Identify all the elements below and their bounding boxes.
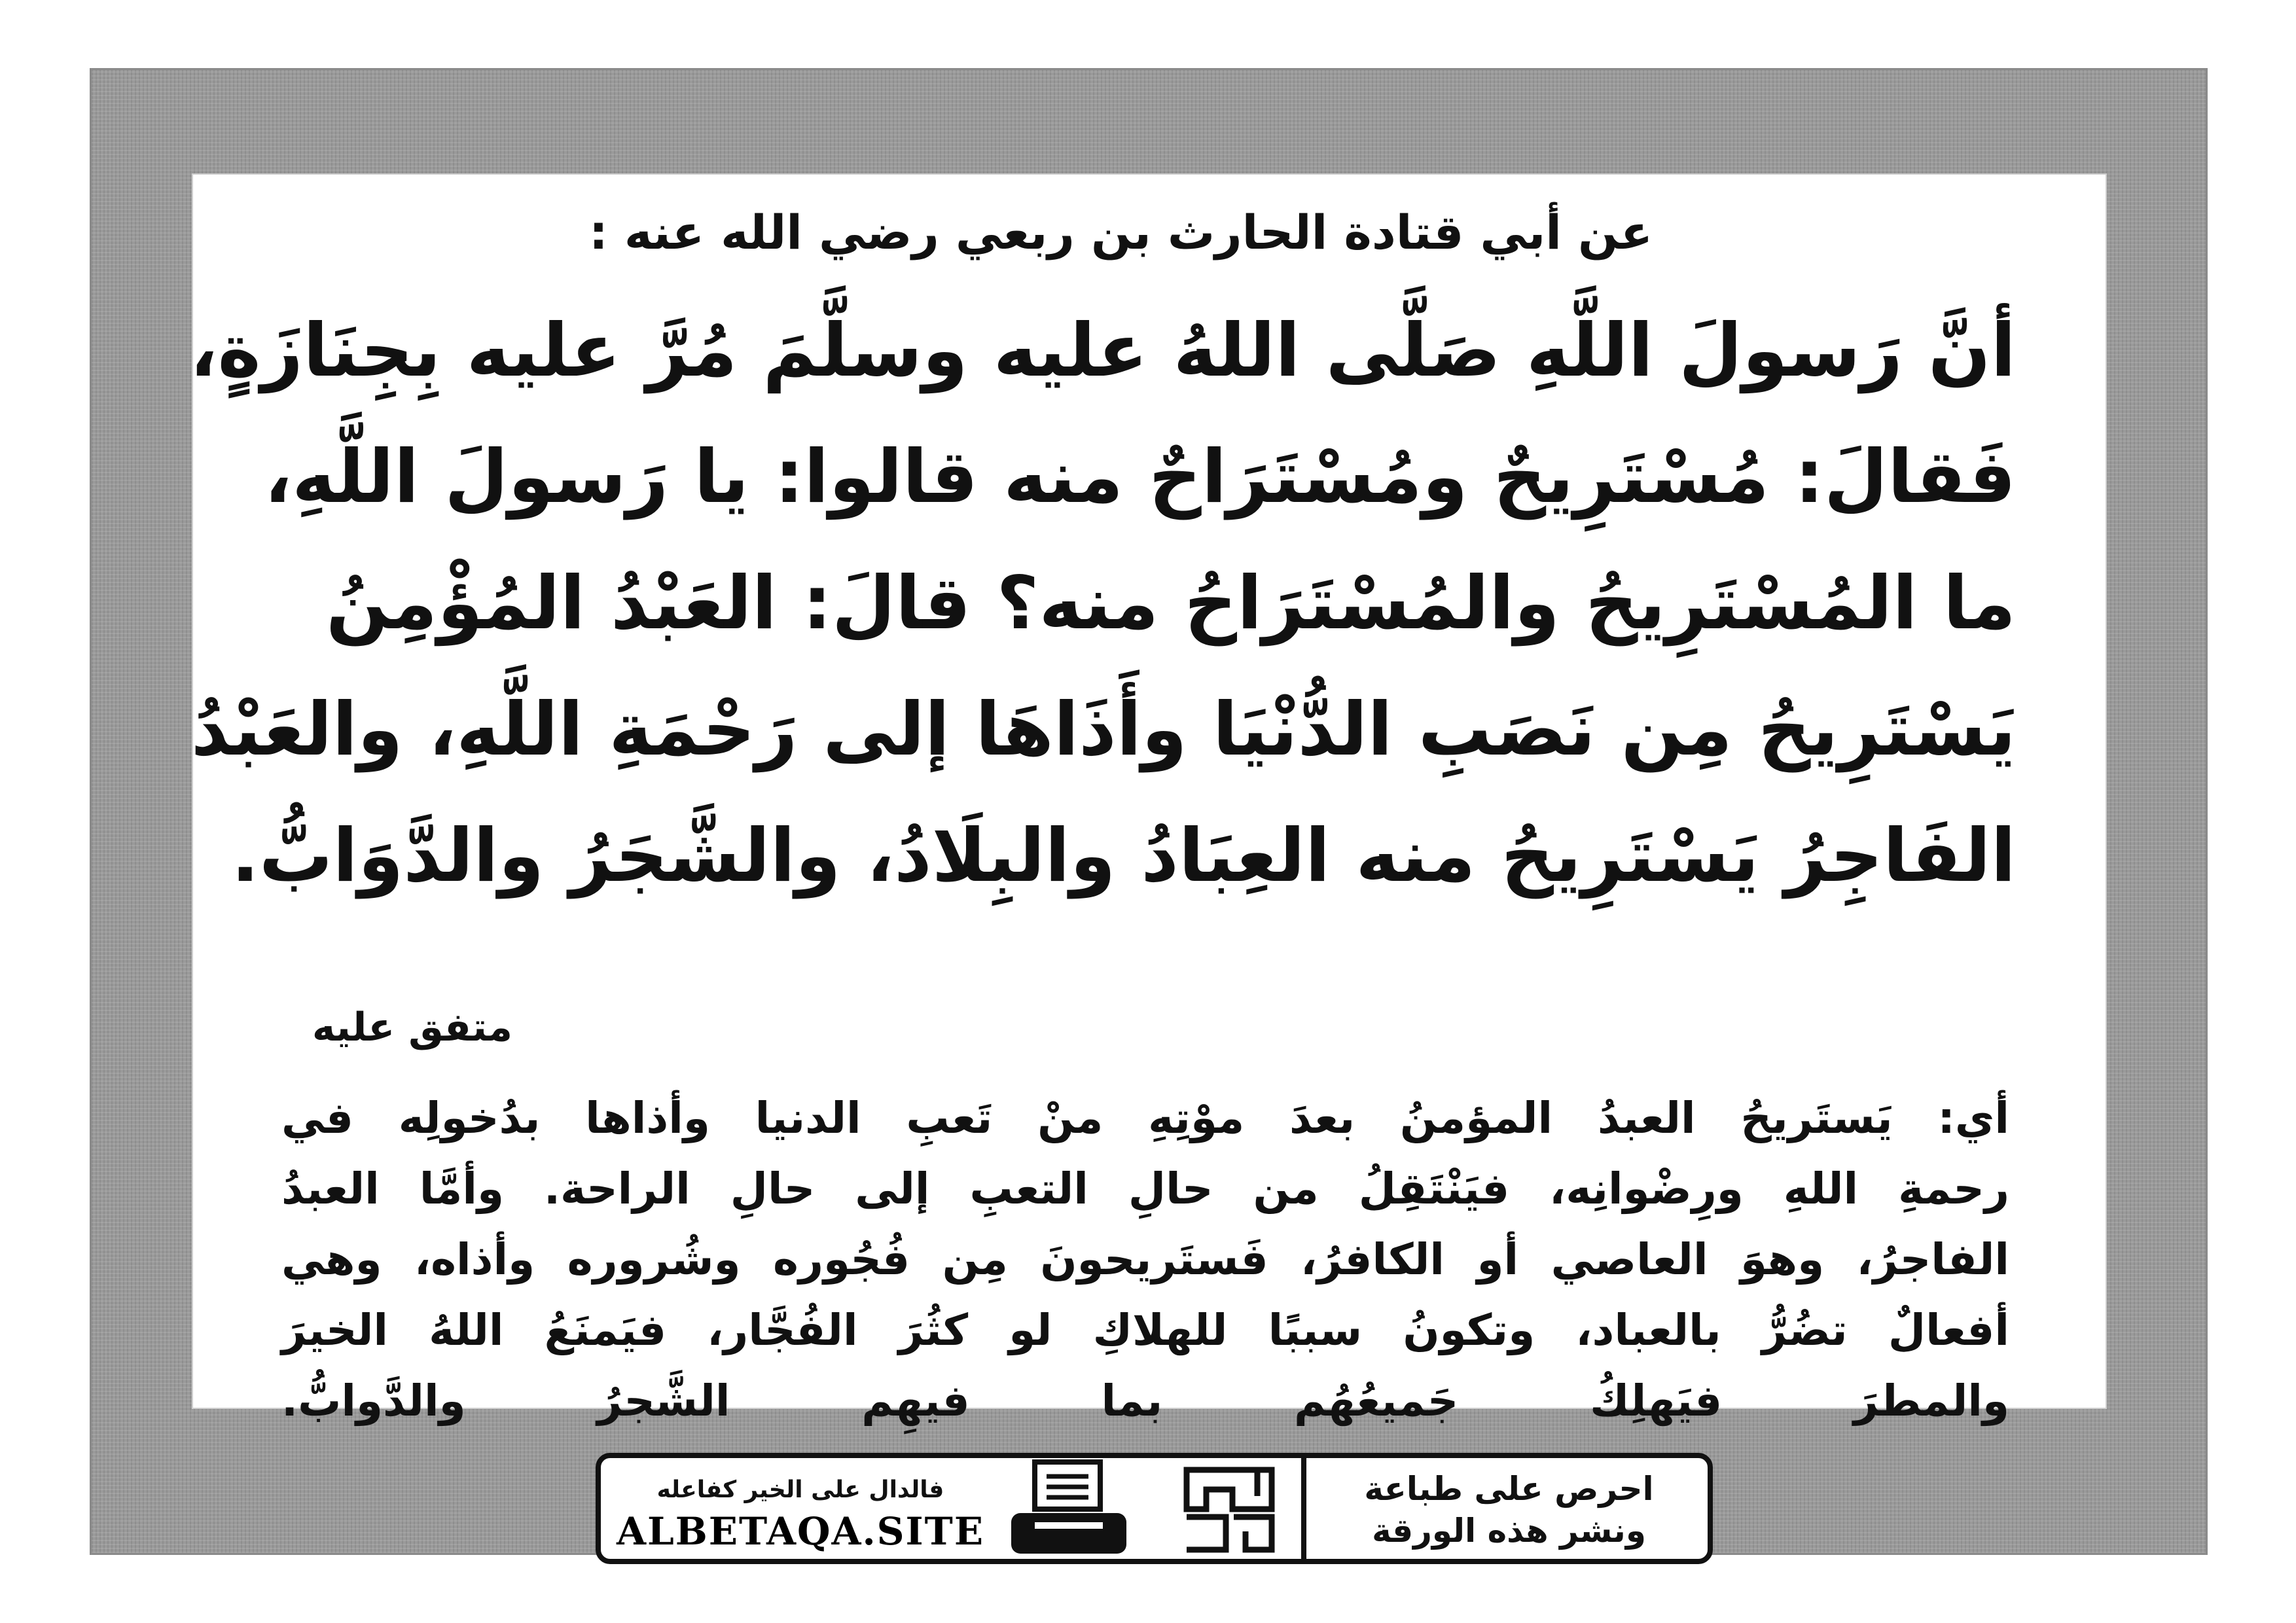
site-link[interactable]: ALBETAQA.SITE (616, 1509, 985, 1554)
hadith-line: يَسْتَرِيحُ مِن نَصَبِ الدُّنْيَا وأَذَاهَا إلى رَحْمَةِ اللَّهِ، والعَبْدُ (190, 687, 2016, 772)
footer-divider (1301, 1458, 1306, 1559)
printer-icon (1003, 1458, 1134, 1563)
hadith-line: الفَاجِرُ يَسْتَرِيحُ منه العِبَادُ والبِلَادُ، والشَّجَرُ والدَّوَابُّ. (231, 813, 2016, 899)
explanation-line: رحمةِ اللهِ ورِضْوانِه، فيَنْتَقِلُ من حالِ التعبِ إلى حالِ الراحة. وأمَّا العبدُ (281, 1164, 2009, 1214)
explanation-line: أفعالٌ تضُرُّ بالعباد، وتكونُ سببًا للهلاكِ لو كثُرَ الفُجَّار، فيَمنَعُ اللهُ الخيرَ (281, 1305, 2009, 1355)
footer-cta-line1: احرص على طباعة (1364, 1470, 1654, 1508)
footer-cta-block (1308, 1458, 1710, 1559)
explanation-line: أي: يَستَريحُ العبدُ المؤمنُ بعدَ موْتِهِ منْ تَعبِ الدنيا وأذاها بدُخولِه في (281, 1093, 2009, 1143)
explanation-line: الفاجرُ، وهوَ العاصي أو الكافرُ، فَستَريحونَ مِن فُجُوره وشُروره وأذاه، وهي (281, 1234, 2009, 1285)
hadith-attribution: متفق عليه (312, 1005, 513, 1050)
hadith-text (189, 288, 2016, 919)
dawat-alwaraqa-logo (1180, 1463, 1278, 1556)
hadith-line: أنَّ رَسولَ اللَّهِ صَلَّى اللهُ عليه وسلَّمَ مُرَّ عليه بِجِنَازَةٍ، (189, 308, 2016, 393)
logo-mark (1180, 1463, 1278, 1556)
narrator-heading: عن أبي قتادة الحارث بن ربعي رضي الله عنه : (588, 205, 1653, 260)
hadith-line: فَقالَ: مُسْتَرِيحٌ ومُسْتَرَاحٌ منه قالوا: يا رَسولَ اللَّهِ، (264, 435, 2016, 520)
footer-site-block (601, 1458, 1000, 1559)
footer-banner (596, 1453, 1713, 1564)
explanation-line: والمطرَ فيَهلِكُ جَميعُهُم بما فيهِم الشَّجرُ والدَّوابُّ. (281, 1376, 2009, 1426)
explanation-text (281, 1083, 2009, 1436)
footer-slogan: فالدال على الخير كفاعله (656, 1476, 944, 1503)
footer-cta-line2: ونشر هذه الورقة (1372, 1512, 1646, 1550)
hadith-line: ما المُسْتَرِيحُ والمُسْتَرَاحُ منه؟ قالَ: العَبْدُ المُؤْمِنُ (326, 561, 2016, 646)
